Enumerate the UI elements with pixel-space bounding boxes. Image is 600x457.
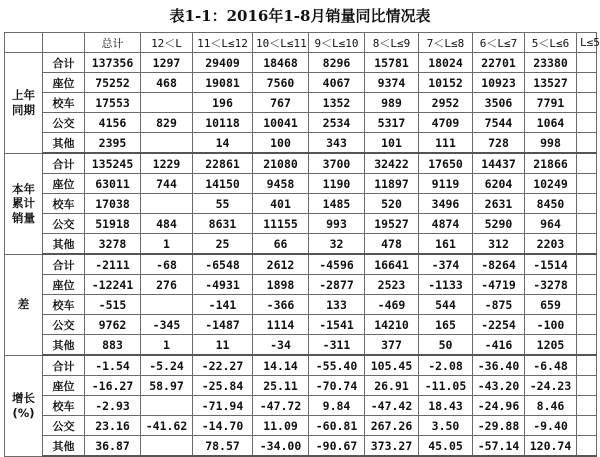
value-cell	[577, 93, 597, 113]
value-cell: -2111	[85, 254, 141, 275]
row-label: 座位	[43, 174, 85, 194]
value-cell: 1190	[309, 174, 365, 194]
value-cell: 1114	[253, 315, 309, 335]
table-row	[5, 93, 597, 113]
row-label: 公交	[43, 214, 85, 234]
row-label: 公交	[43, 113, 85, 133]
value-cell: -24.96	[473, 396, 525, 416]
value-cell: 3278	[85, 234, 141, 255]
value-cell: 78.57	[193, 436, 253, 457]
value-cell: -34	[253, 335, 309, 356]
header-row	[5, 33, 597, 53]
value-cell: 101	[365, 133, 419, 154]
row-label: 校车	[43, 93, 85, 113]
value-cell: 11.09	[253, 416, 309, 436]
value-cell: 9762	[85, 315, 141, 335]
value-cell: -29.88	[473, 416, 525, 436]
value-cell	[577, 295, 597, 315]
col-header: 6＜L≤7	[473, 33, 525, 53]
value-cell: 105.45	[365, 355, 419, 376]
table-row	[5, 295, 597, 315]
table-row	[5, 254, 597, 275]
value-cell: 377	[365, 335, 419, 356]
value-cell: -71.94	[193, 396, 253, 416]
value-cell: 9119	[419, 174, 473, 194]
value-cell: 2952	[419, 93, 473, 113]
value-cell: -1514	[525, 254, 577, 275]
value-cell: -25.84	[193, 376, 253, 396]
value-cell: 10249	[525, 174, 577, 194]
value-cell: 1485	[309, 194, 365, 214]
value-cell: -12241	[85, 275, 141, 295]
value-cell: 36.87	[85, 436, 141, 457]
value-cell: 1064	[525, 113, 577, 133]
value-cell	[577, 73, 597, 93]
value-cell: 26.91	[365, 376, 419, 396]
table-row	[5, 194, 597, 214]
value-cell: 6204	[473, 174, 525, 194]
value-cell: -36.40	[473, 355, 525, 376]
value-cell: 2534	[309, 113, 365, 133]
value-cell: -374	[419, 254, 473, 275]
table-row	[5, 53, 597, 73]
value-cell: 18024	[419, 53, 473, 73]
col-header: 12＜L	[141, 33, 193, 53]
value-cell: 51918	[85, 214, 141, 234]
table-row	[5, 376, 597, 396]
value-cell: -70.74	[309, 376, 365, 396]
value-cell: -1133	[419, 275, 473, 295]
value-cell: 25	[193, 234, 253, 255]
table-row	[5, 174, 597, 194]
value-cell: 19527	[365, 214, 419, 234]
value-cell: -2.93	[85, 396, 141, 416]
value-cell	[577, 254, 597, 275]
value-cell: -47.72	[253, 396, 309, 416]
group-label: 本年 累计 销量	[5, 153, 43, 254]
value-cell: 13527	[525, 73, 577, 93]
value-cell: -47.42	[365, 396, 419, 416]
value-cell	[577, 396, 597, 416]
value-cell: 17038	[85, 194, 141, 214]
value-cell: 9.84	[309, 396, 365, 416]
value-cell: 17553	[85, 93, 141, 113]
value-cell	[577, 275, 597, 295]
value-cell: 45.05	[419, 436, 473, 457]
value-cell: 133	[309, 295, 365, 315]
value-cell: 23380	[525, 53, 577, 73]
value-cell	[577, 174, 597, 194]
value-cell: -4596	[309, 254, 365, 275]
value-cell: 829	[141, 113, 193, 133]
value-cell: 22701	[473, 53, 525, 73]
value-cell	[577, 113, 597, 133]
table-row	[5, 416, 597, 436]
value-cell: 9458	[253, 174, 309, 194]
value-cell: -2.08	[419, 355, 473, 376]
value-cell: -1.54	[85, 355, 141, 376]
value-cell: -1541	[309, 315, 365, 335]
value-cell: 50	[419, 335, 473, 356]
value-cell: 1205	[525, 335, 577, 356]
col-header: 5＜L≤6	[525, 33, 577, 53]
value-cell	[141, 436, 193, 457]
value-cell: 312	[473, 234, 525, 255]
group-label: 增长 (%)	[5, 355, 43, 456]
value-cell: 10923	[473, 73, 525, 93]
value-cell: -2877	[309, 275, 365, 295]
value-cell: 3506	[473, 93, 525, 113]
value-cell: 18468	[253, 53, 309, 73]
value-cell: -43.20	[473, 376, 525, 396]
row-label: 其他	[43, 436, 85, 457]
value-cell	[577, 315, 597, 335]
value-cell: 19081	[193, 73, 253, 93]
table-row	[5, 153, 597, 174]
value-cell: 16641	[365, 254, 419, 275]
value-cell: -6548	[193, 254, 253, 275]
value-cell: 25.11	[253, 376, 309, 396]
value-cell: 165	[419, 315, 473, 335]
value-cell: -3278	[525, 275, 577, 295]
value-cell: -34.00	[253, 436, 309, 457]
value-cell	[577, 53, 597, 73]
value-cell: -41.62	[141, 416, 193, 436]
col-header: 7＜L≤8	[419, 33, 473, 53]
value-cell: 55	[193, 194, 253, 214]
value-cell: 135245	[85, 153, 141, 174]
table-row	[5, 113, 597, 133]
value-cell: -22.27	[193, 355, 253, 376]
row-label: 座位	[43, 73, 85, 93]
value-cell: 2395	[85, 133, 141, 154]
value-cell: 8.46	[525, 396, 577, 416]
value-cell: 520	[365, 194, 419, 214]
value-cell: 1898	[253, 275, 309, 295]
value-cell: 478	[365, 234, 419, 255]
value-cell: 1	[141, 335, 193, 356]
sales-table	[4, 32, 600, 457]
value-cell: 276	[141, 275, 193, 295]
value-cell: 10118	[193, 113, 253, 133]
value-cell	[141, 93, 193, 113]
table-row	[5, 133, 597, 154]
table-row	[5, 214, 597, 234]
value-cell: 14210	[365, 315, 419, 335]
table-row	[5, 335, 597, 356]
value-cell: 100	[253, 133, 309, 154]
value-cell: 4067	[309, 73, 365, 93]
value-cell: -16.27	[85, 376, 141, 396]
value-cell: -875	[473, 295, 525, 315]
value-cell: 468	[141, 73, 193, 93]
value-cell: 267.26	[365, 416, 419, 436]
value-cell: -90.67	[309, 436, 365, 457]
value-cell: -416	[473, 335, 525, 356]
value-cell: 544	[419, 295, 473, 315]
value-cell: 373.27	[365, 436, 419, 457]
col-header: 9＜L≤10	[309, 33, 365, 53]
value-cell: -141	[193, 295, 253, 315]
value-cell: -6.48	[525, 355, 577, 376]
value-cell: -311	[309, 335, 365, 356]
value-cell: -1487	[193, 315, 253, 335]
value-cell	[577, 153, 597, 174]
value-cell: 2612	[253, 254, 309, 275]
value-cell: 484	[141, 214, 193, 234]
value-cell: 14.14	[253, 355, 309, 376]
value-cell	[577, 355, 597, 376]
value-cell: 343	[309, 133, 365, 154]
value-cell: 998	[525, 133, 577, 154]
value-cell: 767	[253, 93, 309, 113]
value-cell: 8450	[525, 194, 577, 214]
group-label: 上年 同期	[5, 53, 43, 154]
value-cell: -11.05	[419, 376, 473, 396]
value-cell: -60.81	[309, 416, 365, 436]
value-cell: 5317	[365, 113, 419, 133]
value-cell: 11897	[365, 174, 419, 194]
value-cell: 401	[253, 194, 309, 214]
value-cell: -8264	[473, 254, 525, 275]
value-cell: 9374	[365, 73, 419, 93]
value-cell: 964	[525, 214, 577, 234]
value-cell: 14437	[473, 153, 525, 174]
value-cell: 8296	[309, 53, 365, 73]
value-cell: 1	[141, 234, 193, 255]
value-cell: 137356	[85, 53, 141, 73]
col-header: 8＜L≤9	[365, 33, 419, 53]
value-cell: 11155	[253, 214, 309, 234]
value-cell	[141, 295, 193, 315]
value-cell: 1229	[141, 153, 193, 174]
value-cell: 7791	[525, 93, 577, 113]
value-cell: 11	[193, 335, 253, 356]
row-label: 合计	[43, 254, 85, 275]
table-row	[5, 436, 597, 457]
value-cell: 5290	[473, 214, 525, 234]
value-cell: 111	[419, 133, 473, 154]
value-cell: -57.14	[473, 436, 525, 457]
row-label: 合计	[43, 153, 85, 174]
value-cell	[577, 234, 597, 255]
corner-cell	[5, 33, 43, 53]
value-cell	[577, 436, 597, 457]
table-row	[5, 396, 597, 416]
value-cell: 17650	[419, 153, 473, 174]
value-cell: 75252	[85, 73, 141, 93]
value-cell: 2523	[365, 275, 419, 295]
value-cell: -55.40	[309, 355, 365, 376]
value-cell: 29409	[193, 53, 253, 73]
value-cell: -68	[141, 254, 193, 275]
value-cell: 120.74	[525, 436, 577, 457]
value-cell	[577, 335, 597, 356]
value-cell: -2254	[473, 315, 525, 335]
value-cell: 3700	[309, 153, 365, 174]
value-cell: 21866	[525, 153, 577, 174]
value-cell: -4931	[193, 275, 253, 295]
value-cell	[577, 194, 597, 214]
value-cell: 659	[525, 295, 577, 315]
value-cell	[577, 376, 597, 396]
value-cell: -366	[253, 295, 309, 315]
table-row	[5, 73, 597, 93]
col-header: 总计	[85, 33, 141, 53]
row-label: 座位	[43, 275, 85, 295]
value-cell: -5.24	[141, 355, 193, 376]
col-header: 11＜L≤12	[193, 33, 253, 53]
value-cell: 10041	[253, 113, 309, 133]
table-title: 表1-1：2016年1-8月销量同比情况表	[169, 7, 431, 25]
value-cell: 1352	[309, 93, 365, 113]
value-cell: 14150	[193, 174, 253, 194]
row-label: 校车	[43, 194, 85, 214]
value-cell: 66	[253, 234, 309, 255]
value-cell: 8631	[193, 214, 253, 234]
value-cell: 3496	[419, 194, 473, 214]
corner-cell	[43, 33, 85, 53]
value-cell: 883	[85, 335, 141, 356]
value-cell	[141, 194, 193, 214]
table-row	[5, 234, 597, 255]
value-cell	[577, 214, 597, 234]
value-cell: 58.97	[141, 376, 193, 396]
value-cell: -515	[85, 295, 141, 315]
value-cell: -9.40	[525, 416, 577, 436]
value-cell	[141, 396, 193, 416]
table-row	[5, 315, 597, 335]
value-cell: 993	[309, 214, 365, 234]
value-cell: 7544	[473, 113, 525, 133]
value-cell: -345	[141, 315, 193, 335]
value-cell: 3.50	[419, 416, 473, 436]
value-cell: 4874	[419, 214, 473, 234]
value-cell: -100	[525, 315, 577, 335]
value-cell: 2631	[473, 194, 525, 214]
value-cell: 15781	[365, 53, 419, 73]
value-cell: 14	[193, 133, 253, 154]
value-cell	[141, 133, 193, 154]
value-cell	[577, 416, 597, 436]
row-label: 公交	[43, 315, 85, 335]
value-cell: 1297	[141, 53, 193, 73]
col-header: 10＜L≤11	[253, 33, 309, 53]
value-cell: 4156	[85, 113, 141, 133]
row-label: 其他	[43, 234, 85, 255]
value-cell: 18.43	[419, 396, 473, 416]
table-row	[5, 275, 597, 295]
value-cell: 161	[419, 234, 473, 255]
value-cell	[577, 133, 597, 154]
group-label: 差	[5, 254, 43, 355]
value-cell: 196	[193, 93, 253, 113]
value-cell: 21080	[253, 153, 309, 174]
col-header: L≤5	[577, 33, 597, 53]
value-cell: 63011	[85, 174, 141, 194]
value-cell: -469	[365, 295, 419, 315]
value-cell: 32	[309, 234, 365, 255]
value-cell: 23.16	[85, 416, 141, 436]
row-label: 其他	[43, 335, 85, 356]
value-cell: 7560	[253, 73, 309, 93]
row-label: 其他	[43, 133, 85, 154]
value-cell: -14.70	[193, 416, 253, 436]
table-row	[5, 355, 597, 376]
value-cell: 32422	[365, 153, 419, 174]
value-cell: 10152	[419, 73, 473, 93]
value-cell: 4709	[419, 113, 473, 133]
row-label: 校车	[43, 295, 85, 315]
value-cell: -4719	[473, 275, 525, 295]
value-cell: 22861	[193, 153, 253, 174]
value-cell: 728	[473, 133, 525, 154]
row-label: 合计	[43, 53, 85, 73]
row-label: 合计	[43, 355, 85, 376]
value-cell: -24.23	[525, 376, 577, 396]
value-cell: 989	[365, 93, 419, 113]
value-cell: 2203	[525, 234, 577, 255]
value-cell: 744	[141, 174, 193, 194]
row-label: 校车	[43, 396, 85, 416]
row-label: 座位	[43, 376, 85, 396]
row-label: 公交	[43, 416, 85, 436]
